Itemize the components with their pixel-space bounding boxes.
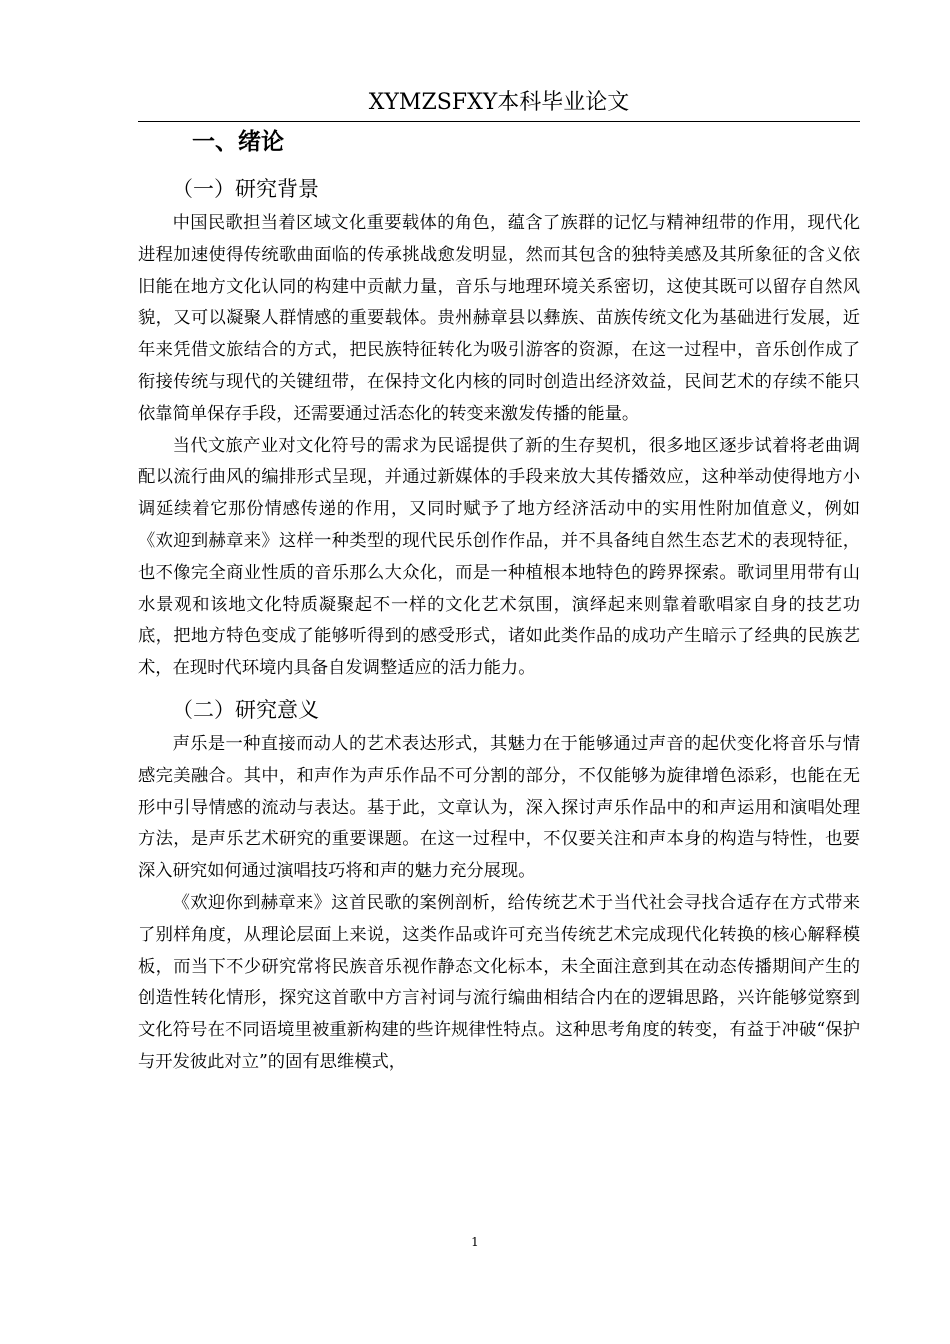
section-heading-background: （一）研究背景: [172, 177, 319, 201]
paragraph: 《欢迎你到赫章来》这首民歌的案例剖析，给传统艺术于当代社会寻找合适存在方式带来了别样角度，从理论层面上来说，这类作品或许可充当传统艺术完成现代化转换的核心解释模板，而当下不少研究常将民族音乐视作静态文化标本，未全面注意到其在动态传播期间产生的创造性转化情形，探究这首歌中方言衬词与流行编曲相结合内在的逻辑思路，兴许能够觉察到文化符号在不同语境里被重新构建的些许规律性特点。这种思考角度的转变，有益于冲破“保护与开发彼此对立”的固有思维模式，: [138, 892, 860, 1072]
header-rule: [138, 121, 860, 122]
running-header: XYMZSFXY本科毕业论文: [368, 90, 630, 115]
page-number: 1: [471, 1235, 479, 1249]
page-content: [138, 124, 860, 1079]
chapter-heading: 一、绪论: [192, 129, 284, 155]
paragraph: 声乐是一种直接而动人的艺术表达形式，其魅力在于能够通过声音的起伏变化将音乐与情感完美融合。其中，和声作为声乐作品不可分割的部分，不仅能够为旋律增色添彩，也能在无形中引导情感的流动与表达。基于此，文章认为，深入探讨声乐作品中的和声运用和演唱处理方法，是声乐艺术研究的重要课题。在这一过程中，不仅要关注和声本身的构造与特性，也要深入研究如何通过演唱技巧将和声的魅力充分展现。: [138, 733, 860, 882]
paragraph: 中国民歌担当着区域文化重要载体的角色，蕴含了族群的记忆与精神纽带的作用，现代化进程加速使得传统歌曲面临的传承挑战愈发明显，然而其包含的独特美感及其所象征的含义依旧能在地方文化认同的构建中贡献力量，音乐与地理环境关系密切，这使其既可以留存自然风貌，又可以凝聚人群情感的重要载体。贵州赫章县以彝族、苗族传统文化为基础进行发展，近年来凭借文旅结合的方式，把民族特征转化为吸引游客的资源，在这一过程中，音乐创作成了衔接传统与现代的关键纽带，在保持文化内核的同时创造出经济效益，民间艺术的存续不能只依靠简单保存手段，还需要通过活态化的转变来激发传播的能量。: [138, 213, 860, 424]
section-heading-significance: （二）研究意义: [172, 697, 319, 722]
paragraph: 当代文旅产业对文化符号的需求为民谣提供了新的生存契机，很多地区逐步试着将老曲调配以流行曲风的编排形式呈现，并通过新媒体的手段来放大其传播效应，这种举动使得地方小调延续着它那份情感传递的作用，又同时赋予了地方经济活动中的实用性附加值意义，例如《欢迎到赫章来》这样一种类型的现代民乐创作作品，并不具备纯自然生态艺术的表现特征，也不像完全商业性质的音乐那么大众化，而是一种植根本地特色的跨界探索。歌词里用带有山水景观和该地文化特质凝聚起不一样的文化艺术氛围，演绎起来则靠着歌唱家自身的技艺功底，把地方特色变成了能够听得到的感受形式，诸如此类作品的成功产生暗示了经典的民族艺术，在现时代环境内具备自发调整适应的活力能力。: [138, 435, 860, 679]
